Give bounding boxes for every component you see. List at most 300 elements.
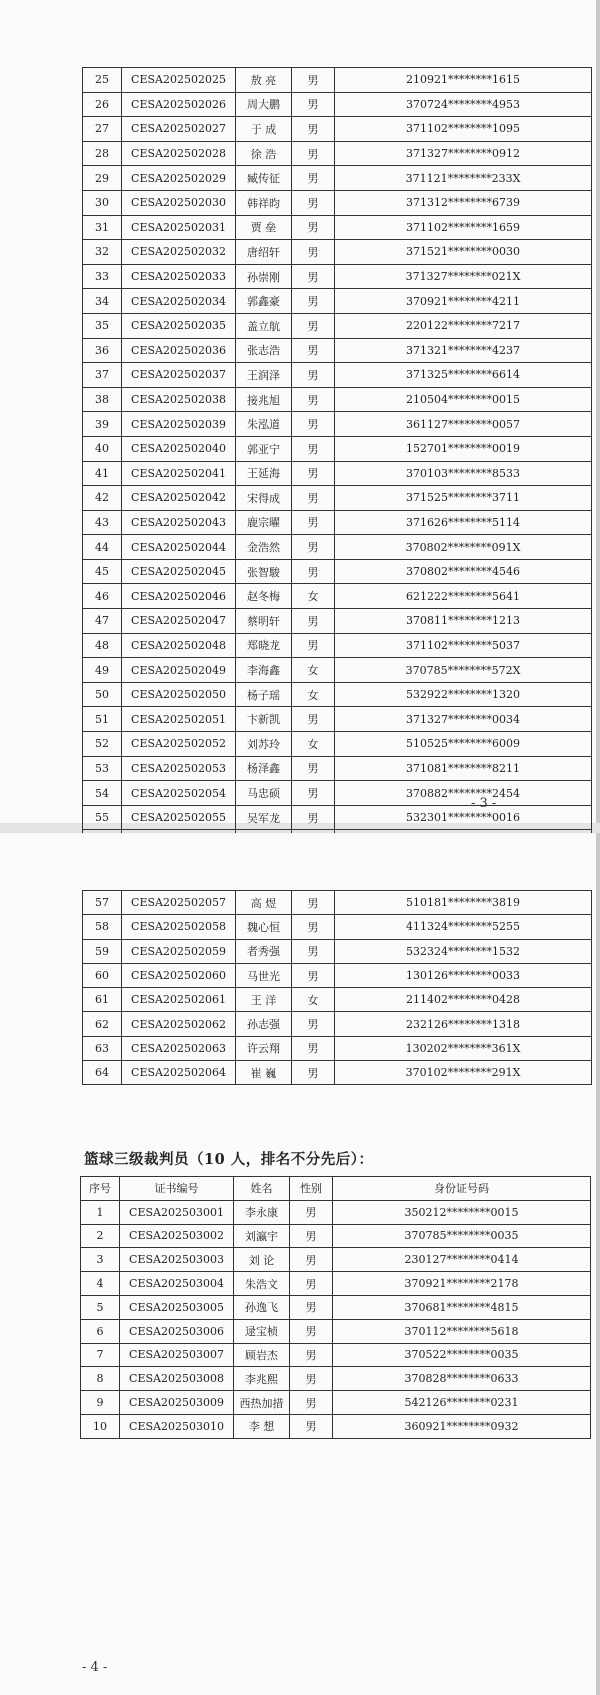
cell-id: 532324********1532 (335, 939, 592, 963)
cell-no: 49 (83, 658, 122, 683)
cell-id: 152701********0019 (335, 436, 592, 461)
cell-sex: 男 (292, 289, 335, 314)
table-row (83, 915, 592, 939)
cell-name: 卞新凯 (236, 707, 292, 732)
cell-id: 370785********0035 (333, 1224, 591, 1248)
table-row (83, 190, 592, 215)
cell-cert: CESA202503005 (120, 1295, 234, 1319)
cell-id: 371327********021X (335, 264, 592, 289)
cell-id: 370921********4211 (335, 289, 592, 314)
cell-sex: 男 (292, 535, 335, 560)
cell-no: 43 (83, 510, 122, 535)
cell-id: 371121********233X (335, 166, 592, 191)
cell-name: 顾岩杰 (234, 1343, 290, 1367)
cell-id: 210921********1615 (335, 68, 592, 93)
cell-id: 360921********0932 (333, 1414, 591, 1438)
table-row (83, 486, 592, 511)
table-row (83, 682, 592, 707)
cell-id: 532922********1320 (335, 682, 592, 707)
table-row (81, 1367, 591, 1391)
cell-id: 370112********5618 (333, 1319, 591, 1343)
cell-sex: 男 (292, 412, 335, 437)
cell-cert: CESA202502030 (122, 190, 236, 215)
cell-name: 马忠硕 (236, 781, 292, 806)
document-page-3 (0, 0, 600, 823)
table-row (81, 1200, 591, 1224)
cell-cert: CESA202502028 (122, 141, 236, 166)
cell-sex: 男 (292, 559, 335, 584)
table-row (83, 461, 592, 486)
cell-cert: CESA202503002 (120, 1224, 234, 1248)
cell-sex: 男 (292, 166, 335, 191)
cell-no: 26 (83, 92, 122, 117)
page-edge-shadow (596, 833, 600, 1695)
cell-cert: CESA202502034 (122, 289, 236, 314)
cell-name: 刘 论 (234, 1248, 290, 1272)
cell-id: 621222********5641 (335, 584, 592, 609)
table-row (83, 609, 592, 634)
cell-cert: CESA202502047 (122, 609, 236, 634)
table-row (83, 633, 592, 658)
cell-id: 370828********0633 (333, 1367, 591, 1391)
cell-no: 41 (83, 461, 122, 486)
table-row (83, 68, 592, 93)
cell-cert: CESA202502041 (122, 461, 236, 486)
referee-table-continued (82, 67, 592, 855)
cell-name: 李兆熙 (234, 1367, 290, 1391)
cell-no: 40 (83, 436, 122, 461)
cell-sex: 女 (292, 682, 335, 707)
cell-sex: 男 (292, 1012, 335, 1036)
cell-id: 370802********4546 (335, 559, 592, 584)
cell-name: 金浩然 (236, 535, 292, 560)
table-row (83, 510, 592, 535)
cell-no: 55 (83, 805, 122, 830)
cell-cert: CESA202502036 (122, 338, 236, 363)
cell-no: 3 (81, 1248, 120, 1272)
cell-name: 孙崇刚 (236, 264, 292, 289)
cell-no: 48 (83, 633, 122, 658)
table-row (81, 1414, 591, 1438)
cell-id: 371626********5114 (335, 510, 592, 535)
table-row (83, 732, 592, 757)
table-row (83, 658, 592, 683)
cell-sex: 男 (292, 92, 335, 117)
cell-no: 39 (83, 412, 122, 437)
table-row (83, 166, 592, 191)
table-row (83, 363, 592, 388)
cell-sex: 男 (292, 338, 335, 363)
cell-no: 44 (83, 535, 122, 560)
cell-id: 370921********2178 (333, 1272, 591, 1296)
cell-sex: 男 (290, 1367, 333, 1391)
cell-name: 接兆旭 (236, 387, 292, 412)
cell-sex: 男 (292, 939, 335, 963)
cell-name: 者秀强 (236, 939, 292, 963)
cell-name: 臧传征 (236, 166, 292, 191)
table-row (83, 436, 592, 461)
cell-no: 50 (83, 682, 122, 707)
cell-name: 张智駿 (236, 559, 292, 584)
cell-cert: CESA202502050 (122, 682, 236, 707)
table-row (83, 412, 592, 437)
cell-sex: 男 (292, 313, 335, 338)
section-title: 篮球三级裁判员（10 人，排名不分先后）： (84, 1151, 374, 1168)
cell-cert: CESA202502038 (122, 387, 236, 412)
cell-no: 33 (83, 264, 122, 289)
cell-no: 28 (83, 141, 122, 166)
cell-cert: CESA202502064 (122, 1061, 236, 1085)
cell-cert: CESA202502039 (122, 412, 236, 437)
cell-cert: CESA202502026 (122, 92, 236, 117)
cell-name: 赵冬梅 (236, 584, 292, 609)
cell-no: 35 (83, 313, 122, 338)
cell-cert: CESA202502027 (122, 117, 236, 142)
cell-name: 杨泽鑫 (236, 756, 292, 781)
page-number: - 3 - (471, 796, 497, 811)
table-row (83, 781, 592, 806)
table-row (83, 117, 592, 142)
cell-id: 371525********3711 (335, 486, 592, 511)
cell-cert: CESA202503006 (120, 1319, 234, 1343)
cell-cert: CESA202503008 (120, 1367, 234, 1391)
cell-no: 9 (81, 1391, 120, 1415)
cell-name: 李永康 (234, 1200, 290, 1224)
cell-name: 鹿宗曜 (236, 510, 292, 535)
cell-id: 350212********0015 (333, 1200, 591, 1224)
cell-name: 周大鹏 (236, 92, 292, 117)
cell-sex: 男 (290, 1295, 333, 1319)
cell-cert: CESA202502031 (122, 215, 236, 240)
cell-id: 371102********1095 (335, 117, 592, 142)
cell-no: 37 (83, 363, 122, 388)
cell-id: 371312********6739 (335, 190, 592, 215)
cell-id: 370785********572X (335, 658, 592, 683)
cell-no: 58 (83, 915, 122, 939)
cell-no: 6 (81, 1319, 120, 1343)
cell-sex: 男 (292, 781, 335, 806)
table-row (83, 891, 592, 915)
cell-cert: CESA202502045 (122, 559, 236, 584)
cell-id: 211402********0428 (335, 988, 592, 1012)
cell-no: 27 (83, 117, 122, 142)
cell-cert: CESA202502052 (122, 732, 236, 757)
cell-sex: 男 (292, 756, 335, 781)
table-row (83, 92, 592, 117)
cell-name: 刘苏玲 (236, 732, 292, 757)
cell-cert: CESA202502057 (122, 891, 236, 915)
cell-cert: CESA202502063 (122, 1036, 236, 1060)
referee-table-continued-page4 (82, 890, 592, 1085)
cell-no: 34 (83, 289, 122, 314)
cell-cert: CESA202503001 (120, 1200, 234, 1224)
cell-sex: 男 (292, 805, 335, 830)
cell-sex: 男 (292, 510, 335, 535)
table-row (83, 338, 592, 363)
page-edge-shadow (596, 0, 600, 823)
cell-no: 29 (83, 166, 122, 191)
cell-cert: CESA202503004 (120, 1272, 234, 1296)
cell-no: 25 (83, 68, 122, 93)
cell-sex: 男 (290, 1200, 333, 1224)
cell-id: 370882********2454 (335, 781, 592, 806)
cell-id: 510181********3819 (335, 891, 592, 915)
cell-name: 王延海 (236, 461, 292, 486)
cell-id: 361127********0057 (335, 412, 592, 437)
page-number: - 4 - (82, 1660, 108, 1675)
cell-name: 吴军龙 (236, 805, 292, 830)
cell-id: 130126********0033 (335, 963, 592, 987)
cell-id: 371327********0912 (335, 141, 592, 166)
cell-cert: CESA202502040 (122, 436, 236, 461)
cell-name: 孙志强 (236, 1012, 292, 1036)
cell-no: 38 (83, 387, 122, 412)
table-row (83, 141, 592, 166)
cell-sex: 男 (292, 609, 335, 634)
cell-cert: CESA202502048 (122, 633, 236, 658)
cell-no: 57 (83, 891, 122, 915)
cell-id: 371102********5037 (335, 633, 592, 658)
cell-cert: CESA202503009 (120, 1391, 234, 1415)
table-row (83, 264, 592, 289)
cell-no: 51 (83, 707, 122, 732)
cell-id: 371521********0030 (335, 240, 592, 265)
cell-sex: 男 (290, 1272, 333, 1296)
cell-cert: CESA202503010 (120, 1414, 234, 1438)
table-row (83, 988, 592, 1012)
cell-cert: CESA202502059 (122, 939, 236, 963)
cell-cert: CESA202502051 (122, 707, 236, 732)
cell-no: 46 (83, 584, 122, 609)
cell-id: 371081********8211 (335, 756, 592, 781)
cell-no: 52 (83, 732, 122, 757)
cell-sex: 男 (290, 1343, 333, 1367)
cell-sex: 男 (292, 633, 335, 658)
header-cert: 证书编号 (120, 1177, 234, 1201)
cell-cert: CESA202502044 (122, 535, 236, 560)
table-row (83, 756, 592, 781)
cell-sex: 女 (292, 658, 335, 683)
cell-name: 李 想 (234, 1414, 290, 1438)
table-row (83, 313, 592, 338)
cell-id: 532301********0016 (335, 805, 592, 830)
cell-no: 63 (83, 1036, 122, 1060)
cell-name: 西热加措 (234, 1391, 290, 1415)
cell-cert: CESA202502054 (122, 781, 236, 806)
table-header-row (81, 1177, 591, 1201)
cell-cert: CESA202502061 (122, 988, 236, 1012)
cell-sex: 男 (292, 190, 335, 215)
cell-sex: 男 (292, 141, 335, 166)
table-row (83, 387, 592, 412)
cell-sex: 男 (292, 387, 335, 412)
cell-name: 郭亚宁 (236, 436, 292, 461)
cell-name: 魏心恒 (236, 915, 292, 939)
cell-cert: CESA202502035 (122, 313, 236, 338)
cell-cert: CESA202502062 (122, 1012, 236, 1036)
cell-no: 64 (83, 1061, 122, 1085)
cell-name: 刘瀛宇 (234, 1224, 290, 1248)
cell-name: 崔 巍 (236, 1061, 292, 1085)
cell-cert: CESA202502049 (122, 658, 236, 683)
table-row (83, 939, 592, 963)
cell-id: 411324********5255 (335, 915, 592, 939)
cell-name: 韩祥昀 (236, 190, 292, 215)
cell-cert: CESA202503003 (120, 1248, 234, 1272)
cell-no: 8 (81, 1367, 120, 1391)
cell-no: 1 (81, 1200, 120, 1224)
cell-sex: 男 (290, 1391, 333, 1415)
cell-no: 2 (81, 1224, 120, 1248)
cell-name: 宋得成 (236, 486, 292, 511)
cell-sex: 男 (292, 363, 335, 388)
cell-sex: 男 (292, 68, 335, 93)
cell-name: 张志浩 (236, 338, 292, 363)
cell-name: 马世光 (236, 963, 292, 987)
cell-name: 徐 浩 (236, 141, 292, 166)
cell-cert: CESA202502053 (122, 756, 236, 781)
cell-sex: 男 (290, 1414, 333, 1438)
cell-cert: CESA202502029 (122, 166, 236, 191)
cell-id: 542126********0231 (333, 1391, 591, 1415)
cell-id: 370802********091X (335, 535, 592, 560)
cell-id: 371321********4237 (335, 338, 592, 363)
table-row (83, 535, 592, 560)
table-row (81, 1248, 591, 1272)
cell-id: 370103********8533 (335, 461, 592, 486)
cell-id: 370522********0035 (333, 1343, 591, 1367)
cell-sex: 男 (292, 215, 335, 240)
cell-id: 371102********1659 (335, 215, 592, 240)
cell-cert: CESA202502060 (122, 963, 236, 987)
cell-name: 贾 垒 (236, 215, 292, 240)
cell-sex: 男 (292, 436, 335, 461)
table-row (83, 1036, 592, 1060)
cell-no: 53 (83, 756, 122, 781)
cell-name: 敖 亮 (236, 68, 292, 93)
cell-sex: 男 (290, 1319, 333, 1343)
cell-name: 于 成 (236, 117, 292, 142)
table-row (83, 707, 592, 732)
table-row (83, 963, 592, 987)
cell-sex: 男 (292, 1036, 335, 1060)
cell-name: 蔡明轩 (236, 609, 292, 634)
cell-name: 逯宝桢 (234, 1319, 290, 1343)
cell-sex: 男 (292, 461, 335, 486)
cell-id: 230127********0414 (333, 1248, 591, 1272)
table-row (81, 1295, 591, 1319)
cell-no: 7 (81, 1343, 120, 1367)
table-row (81, 1319, 591, 1343)
cell-cert: CESA202502042 (122, 486, 236, 511)
cell-name: 郑晓龙 (236, 633, 292, 658)
cell-sex: 女 (292, 988, 335, 1012)
table-row (83, 584, 592, 609)
cell-id: 130202********361X (335, 1036, 592, 1060)
cell-cert: CESA202502032 (122, 240, 236, 265)
table-row (81, 1391, 591, 1415)
third-level-referee-table (80, 1176, 591, 1439)
cell-id: 510525********6009 (335, 732, 592, 757)
cell-id: 370724********4953 (335, 92, 592, 117)
cell-name: 朱浩文 (234, 1272, 290, 1296)
cell-cert: CESA202503007 (120, 1343, 234, 1367)
cell-name: 杨子瑶 (236, 682, 292, 707)
cell-no: 47 (83, 609, 122, 634)
cell-id: 232126********1318 (335, 1012, 592, 1036)
cell-no: 62 (83, 1012, 122, 1036)
header-id: 身份证号码 (333, 1177, 591, 1201)
cell-name: 朱泓道 (236, 412, 292, 437)
cell-sex: 男 (290, 1224, 333, 1248)
cell-name: 王润泽 (236, 363, 292, 388)
cell-id: 210504********0015 (335, 387, 592, 412)
cell-name: 盖立航 (236, 313, 292, 338)
cell-sex: 男 (292, 1061, 335, 1085)
cell-no: 4 (81, 1272, 120, 1296)
cell-sex: 男 (292, 240, 335, 265)
table-row (83, 240, 592, 265)
cell-sex: 男 (292, 963, 335, 987)
table-row (81, 1272, 591, 1296)
table-row (81, 1224, 591, 1248)
header-name: 姓名 (234, 1177, 290, 1201)
cell-id: 220122********7217 (335, 313, 592, 338)
cell-id: 371325********6614 (335, 363, 592, 388)
cell-no: 45 (83, 559, 122, 584)
cell-name: 李海鑫 (236, 658, 292, 683)
cell-no: 36 (83, 338, 122, 363)
table-row (83, 289, 592, 314)
cell-no: 10 (81, 1414, 120, 1438)
cell-cert: CESA202502043 (122, 510, 236, 535)
cell-no: 32 (83, 240, 122, 265)
cell-id: 371327********0034 (335, 707, 592, 732)
table-row (81, 1343, 591, 1367)
cell-no: 59 (83, 939, 122, 963)
cell-no: 54 (83, 781, 122, 806)
cell-no: 31 (83, 215, 122, 240)
cell-cert: CESA202502025 (122, 68, 236, 93)
header-no: 序号 (81, 1177, 120, 1201)
cell-sex: 男 (292, 264, 335, 289)
cell-sex: 男 (292, 486, 335, 511)
header-sex: 性别 (290, 1177, 333, 1201)
cell-sex: 女 (292, 732, 335, 757)
cell-id: 370811********1213 (335, 609, 592, 634)
cell-no: 60 (83, 963, 122, 987)
cell-sex: 男 (292, 891, 335, 915)
table-row (83, 559, 592, 584)
cell-name: 唐绍轩 (236, 240, 292, 265)
cell-sex: 男 (290, 1248, 333, 1272)
cell-cert: CESA202502046 (122, 584, 236, 609)
cell-name: 孙逸飞 (234, 1295, 290, 1319)
table-row (83, 805, 592, 830)
cell-no: 42 (83, 486, 122, 511)
cell-cert: CESA202502058 (122, 915, 236, 939)
cell-id: 370681********4815 (333, 1295, 591, 1319)
cell-name: 郭鑫豪 (236, 289, 292, 314)
cell-no: 5 (81, 1295, 120, 1319)
cell-cert: CESA202502037 (122, 363, 236, 388)
cell-sex: 男 (292, 117, 335, 142)
table-row (83, 1061, 592, 1085)
cell-no: 61 (83, 988, 122, 1012)
cell-id: 370102********291X (335, 1061, 592, 1085)
cell-sex: 男 (292, 915, 335, 939)
cell-sex: 女 (292, 584, 335, 609)
